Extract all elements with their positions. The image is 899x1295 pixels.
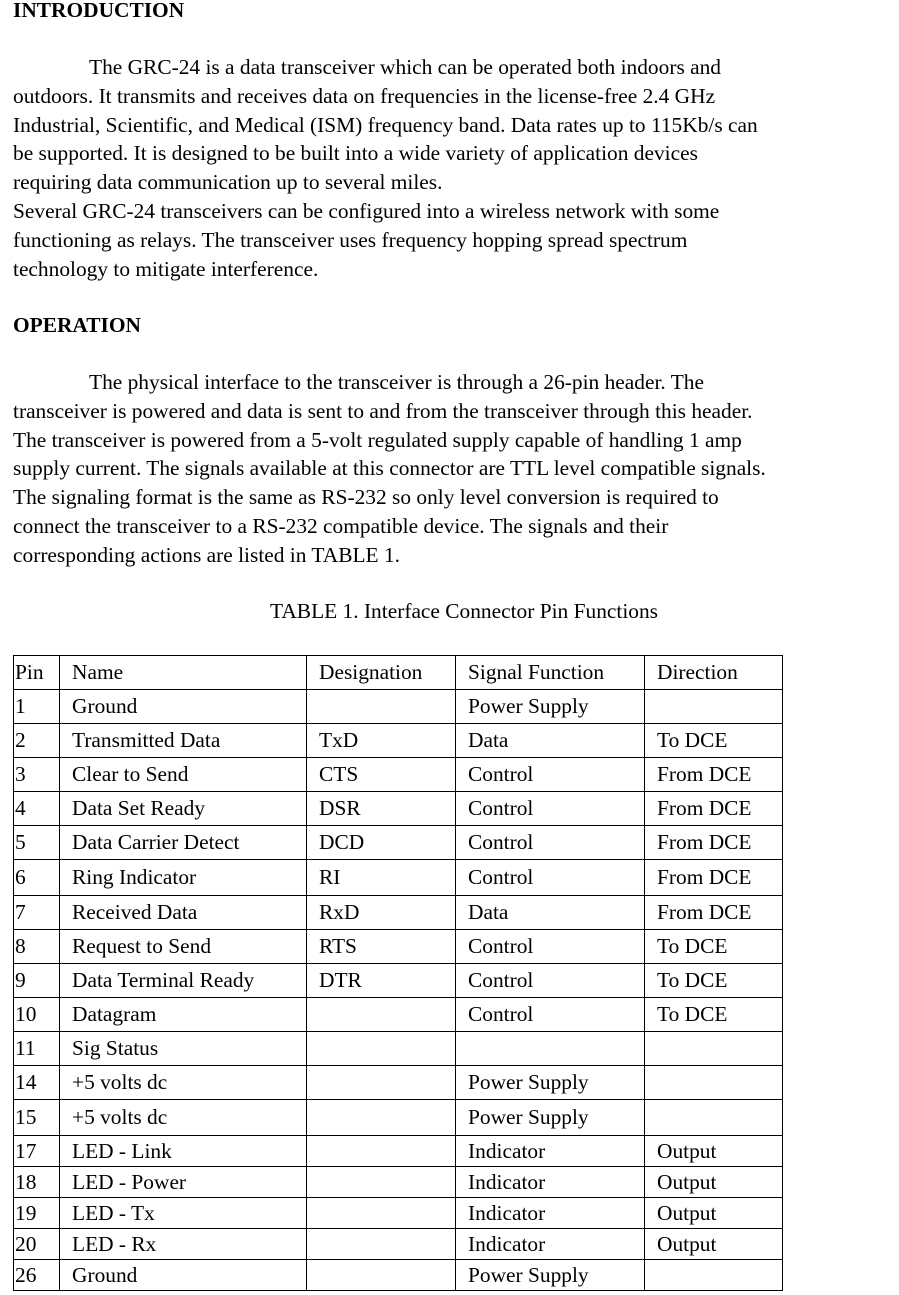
cell-name: Transmitted Data [60,724,307,758]
table-row [14,1260,783,1291]
table-row [14,1198,783,1229]
cell-name: +5 volts dc [60,1066,307,1100]
cell-signal-function: Control [456,826,645,860]
table-row [14,724,783,758]
table-row [14,690,783,724]
intro-line: Industrial, Scientific, and Medical (ISM) frequency band. Data rates up to 115Kb/s can [13,112,758,137]
cell-direction: From DCE [645,826,783,860]
cell-pin: 9 [14,964,60,998]
cell-name: LED - Tx [60,1198,307,1229]
cell-designation [307,690,456,724]
cell-pin: 26 [14,1260,60,1291]
intro-line: be supported. It is designed to be built into a wide variety of application devices [13,141,698,166]
cell-name: Request to Send [60,930,307,964]
operation-heading: OPERATION [13,313,141,337]
table-row [14,1136,783,1167]
cell-name: LED - Power [60,1167,307,1198]
intro-line: Several GRC-24 transceivers can be configured into a wireless network with some [13,198,720,223]
cell-designation: RI [307,860,456,896]
cell-designation [307,1032,456,1066]
cell-designation [307,1167,456,1198]
cell-signal-function: Control [456,758,645,792]
cell-direction: To DCE [645,998,783,1032]
cell-direction [645,1032,783,1066]
cell-pin: 1 [14,690,60,724]
intro-line: technology to mitigate interference. [13,256,319,281]
cell-direction: From DCE [645,896,783,930]
cell-pin: 2 [14,724,60,758]
cell-signal-function: Power Supply [456,1100,645,1136]
operation-paragraph [13,368,897,570]
cell-direction: Output [645,1136,783,1167]
cell-name: Ground [60,690,307,724]
cell-designation [307,1229,456,1260]
cell-name: Clear to Send [60,758,307,792]
introduction-heading: INTRODUCTION [13,0,185,22]
cell-direction: From DCE [645,792,783,826]
cell-designation: DSR [307,792,456,826]
cell-direction: To DCE [645,930,783,964]
table-row [14,896,783,930]
column-header-signal-function: Signal Function [456,656,645,690]
cell-designation [307,1136,456,1167]
cell-name: Sig Status [60,1032,307,1066]
table-caption: TABLE 1. Interface Connector Pin Functions [270,599,658,623]
cell-designation: DCD [307,826,456,860]
cell-direction: Output [645,1167,783,1198]
column-header-designation: Designation [307,656,456,690]
cell-name: Received Data [60,896,307,930]
cell-pin: 7 [14,896,60,930]
cell-direction: From DCE [645,758,783,792]
cell-pin: 20 [14,1229,60,1260]
operation-line: The signaling format is the same as RS-232 so only level conversion is required to [13,485,719,510]
cell-pin: 17 [14,1136,60,1167]
cell-pin: 4 [14,792,60,826]
cell-pin: 15 [14,1100,60,1136]
table-header-row [14,656,783,690]
cell-signal-function: Indicator [456,1167,645,1198]
intro-line: outdoors. It transmits and receives data on frequencies in the license-free 2.4 GHz [13,83,716,108]
cell-name: +5 volts dc [60,1100,307,1136]
cell-pin: 10 [14,998,60,1032]
cell-direction: From DCE [645,860,783,896]
cell-designation: DTR [307,964,456,998]
cell-designation: CTS [307,758,456,792]
intro-line: functioning as relays. The transceiver uses frequency hopping spread spectrum [13,227,688,252]
intro-line: The GRC-24 is a data transceiver which can be operated both indoors and [89,55,722,79]
cell-designation [307,1066,456,1100]
cell-signal-function: Data [456,896,645,930]
cell-pin: 8 [14,930,60,964]
cell-signal-function: Indicator [456,1198,645,1229]
table-row [14,1100,783,1136]
cell-direction [645,1100,783,1136]
table-row [14,758,783,792]
intro-line: requiring data communication up to several miles. [13,170,443,195]
cell-pin: 19 [14,1198,60,1229]
cell-designation [307,1100,456,1136]
cell-name: Data Carrier Detect [60,826,307,860]
column-header-direction: Direction [645,656,783,690]
cell-name: Datagram [60,998,307,1032]
cell-designation: TxD [307,724,456,758]
table-row [14,1229,783,1260]
table-row [14,1032,783,1066]
table-row [14,1066,783,1100]
operation-line: The physical interface to the transceiver is through a 26-pin header. The [89,370,704,394]
cell-name: Data Set Ready [60,792,307,826]
cell-name: Ring Indicator [60,860,307,896]
cell-name: Data Terminal Ready [60,964,307,998]
cell-direction [645,1260,783,1291]
cell-signal-function: Indicator [456,1229,645,1260]
cell-pin: 3 [14,758,60,792]
operation-line: The transceiver is powered from a 5-volt regulated supply capable of handling 1 amp [13,427,742,452]
cell-pin: 6 [14,860,60,896]
table-row [14,1167,783,1198]
cell-pin: 14 [14,1066,60,1100]
table-row [14,792,783,826]
cell-designation: RTS [307,930,456,964]
cell-direction [645,690,783,724]
operation-line: corresponding actions are listed in TABLE 1. [13,542,400,567]
cell-signal-function: Data [456,724,645,758]
cell-signal-function: Indicator [456,1136,645,1167]
cell-direction: To DCE [645,964,783,998]
table-row [14,930,783,964]
cell-designation: RxD [307,896,456,930]
column-header-name: Name [60,656,307,690]
cell-signal-function: Control [456,964,645,998]
cell-signal-function: Control [456,792,645,826]
cell-direction: To DCE [645,724,783,758]
cell-name: LED - Rx [60,1229,307,1260]
cell-signal-function: Control [456,930,645,964]
cell-signal-function: Control [456,998,645,1032]
cell-direction [645,1066,783,1100]
introduction-paragraph [13,53,897,283]
cell-name: Ground [60,1260,307,1291]
table-row [14,826,783,860]
cell-designation [307,1260,456,1291]
cell-pin: 18 [14,1167,60,1198]
table-body [14,690,783,1291]
cell-direction: Output [645,1198,783,1229]
cell-name: LED - Link [60,1136,307,1167]
table-row [14,860,783,896]
table-row [14,964,783,998]
column-header-pin: Pin [14,656,60,690]
pin-functions-table [13,655,783,1291]
cell-signal-function: Control [456,860,645,896]
cell-signal-function [456,1032,645,1066]
cell-designation [307,1198,456,1229]
operation-line: transceiver is powered and data is sent to and from the transceiver through this header. [13,398,753,423]
cell-direction: Output [645,1229,783,1260]
cell-designation [307,998,456,1032]
operation-line: supply current. The signals available at this connector are TTL level compatible signals. [13,456,766,481]
cell-signal-function: Power Supply [456,1066,645,1100]
cell-signal-function: Power Supply [456,690,645,724]
cell-signal-function: Power Supply [456,1260,645,1291]
cell-pin: 11 [14,1032,60,1066]
cell-pin: 5 [14,826,60,860]
table-row [14,998,783,1032]
operation-line: connect the transceiver to a RS-232 compatible device. The signals and their [13,513,669,538]
